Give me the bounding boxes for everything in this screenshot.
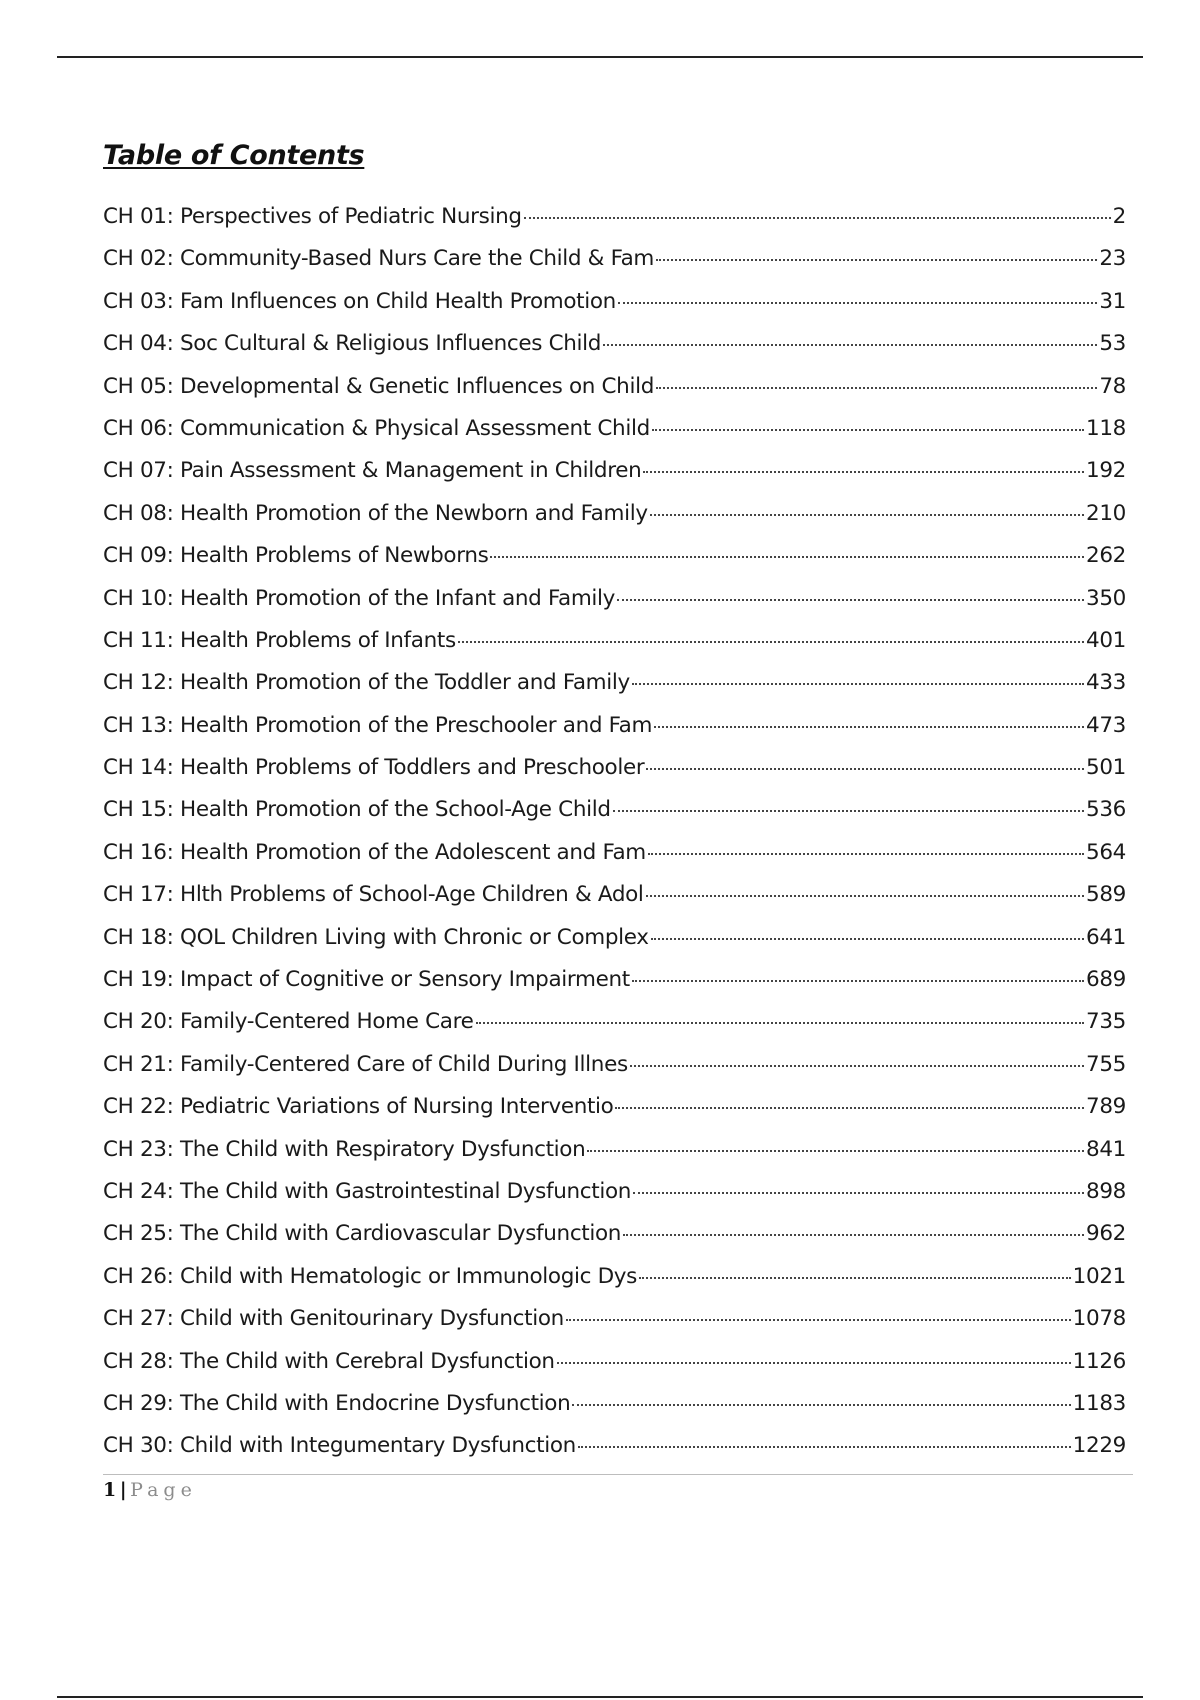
toc-dot-leader <box>566 1319 1071 1321</box>
toc-entry-title: CH 18: QOL Children Living with Chronic or Complex <box>103 924 649 950</box>
toc-entry-page: 841 <box>1086 1136 1126 1162</box>
toc-entry[interactable] <box>103 1349 1126 1391</box>
footer-rule <box>103 1474 1133 1475</box>
toc-dot-leader <box>651 938 1084 940</box>
toc-entry-title: CH 27: Child with Genitourinary Dysfunction <box>103 1306 564 1332</box>
toc-entry[interactable] <box>103 1391 1126 1433</box>
toc-dot-leader <box>632 980 1084 982</box>
toc-entry-page: 1078 <box>1072 1306 1126 1332</box>
toc-entry[interactable] <box>103 967 1126 1009</box>
toc-entry-title: CH 04: Soc Cultural & Religious Influences Child <box>103 331 602 357</box>
toc-entry-page: 210 <box>1086 500 1126 526</box>
toc-entry-page: 433 <box>1086 670 1126 696</box>
toc-entry[interactable] <box>103 1264 1126 1306</box>
toc-dot-leader <box>639 1277 1071 1279</box>
toc-entry-title: CH 09: Health Problems of Newborns <box>103 543 489 569</box>
toc-entry[interactable] <box>103 374 1126 416</box>
toc-title: Table of Contents <box>103 140 365 171</box>
toc-entry-page: 23 <box>1099 246 1126 272</box>
toc-dot-leader <box>632 683 1084 685</box>
toc-list <box>103 204 1126 1476</box>
toc-entry-title: CH 11: Health Problems of Infants <box>103 627 456 653</box>
toc-entry-title: CH 19: Impact of Cognitive or Sensory Impairment <box>103 967 630 993</box>
toc-dot-leader <box>623 1234 1084 1236</box>
toc-entry-title: CH 05: Developmental & Genetic Influences on Child <box>103 373 654 399</box>
toc-entry[interactable] <box>103 458 1126 500</box>
toc-dot-leader <box>572 1404 1070 1406</box>
toc-entry[interactable] <box>103 331 1126 373</box>
toc-dot-leader <box>557 1362 1071 1364</box>
toc-entry-page: 2 <box>1112 204 1126 229</box>
toc-entry-page: 1021 <box>1072 1263 1126 1289</box>
toc-entry[interactable] <box>103 840 1126 882</box>
toc-entry-title: CH 26: Child with Hematologic or Immunologic Dys <box>103 1263 638 1289</box>
toc-dot-leader <box>646 768 1084 770</box>
toc-entry-title: CH 23: The Child with Respiratory Dysfunction <box>103 1136 586 1162</box>
toc-entry-title: CH 20: Family-Centered Home Care <box>103 1009 474 1035</box>
toc-entry-page: 962 <box>1086 1221 1126 1247</box>
toc-entry-page: 473 <box>1086 712 1126 738</box>
toc-dot-leader <box>652 429 1084 431</box>
toc-entry[interactable] <box>103 289 1126 331</box>
toc-entry[interactable] <box>103 755 1126 797</box>
toc-entry[interactable] <box>103 797 1126 839</box>
toc-dot-leader <box>490 556 1084 558</box>
footer-page-word: Page <box>130 1479 197 1501</box>
toc-entry[interactable] <box>103 882 1126 924</box>
toc-entry[interactable] <box>103 1221 1126 1263</box>
toc-dot-leader <box>656 259 1097 261</box>
toc-entry[interactable] <box>103 543 1126 585</box>
toc-entry-title: CH 08: Health Promotion of the Newborn and Family <box>103 500 648 526</box>
toc-entry-title: CH 07: Pain Assessment & Management in Children <box>103 458 642 484</box>
toc-entry-page: 192 <box>1086 458 1126 484</box>
toc-entry[interactable] <box>103 416 1126 458</box>
toc-entry[interactable] <box>103 1137 1126 1179</box>
bottom-rule <box>57 1696 1143 1698</box>
toc-dot-leader <box>603 344 1097 346</box>
toc-entry-title: CH 12: Health Promotion of the Toddler and Family <box>103 670 630 696</box>
toc-entry-title: CH 25: The Child with Cardiovascular Dysfunction <box>103 1221 622 1247</box>
toc-dot-leader <box>646 895 1084 897</box>
toc-entry-title: CH 01: Perspectives of Pediatric Nursing <box>103 204 522 229</box>
footer-separator: | <box>119 1479 129 1501</box>
toc-entry-title: CH 03: Fam Influences on Child Health Promotion <box>103 288 616 314</box>
toc-entry-page: 118 <box>1086 415 1126 441</box>
toc-dot-leader <box>656 387 1097 389</box>
toc-entry[interactable] <box>103 1094 1126 1136</box>
toc-entry-page: 564 <box>1086 839 1126 865</box>
toc-dot-leader <box>578 1446 1071 1448</box>
toc-dot-leader <box>648 853 1084 855</box>
toc-entry-page: 589 <box>1086 882 1126 908</box>
top-rule <box>57 56 1143 58</box>
toc-entry[interactable] <box>103 586 1126 628</box>
toc-entry-title: CH 16: Health Promotion of the Adolescent and Fam <box>103 839 646 865</box>
toc-entry-page: 53 <box>1099 331 1126 357</box>
toc-entry-page: 401 <box>1086 627 1126 653</box>
toc-dot-leader <box>643 471 1084 473</box>
toc-entry-page: 350 <box>1086 585 1126 611</box>
toc-dot-leader <box>617 599 1084 601</box>
toc-entry-page: 1183 <box>1072 1390 1126 1416</box>
toc-entry-title: CH 14: Health Problems of Toddlers and Preschooler <box>103 755 645 781</box>
toc-entry[interactable] <box>103 246 1126 288</box>
footer-page-number: 1 <box>103 1479 118 1501</box>
toc-entry-title: CH 29: The Child with Endocrine Dysfunction <box>103 1390 571 1416</box>
toc-entry[interactable] <box>103 204 1126 246</box>
toc-entry-title: CH 24: The Child with Gastrointestinal Dysfunction <box>103 1178 632 1204</box>
toc-entry-page: 501 <box>1086 755 1126 781</box>
toc-entry-page: 641 <box>1086 924 1126 950</box>
toc-entry-title: CH 22: Pediatric Variations of Nursing Interventio <box>103 1094 614 1120</box>
toc-entry-page: 536 <box>1086 797 1126 823</box>
toc-dot-leader <box>618 302 1097 304</box>
toc-entry[interactable] <box>103 501 1126 543</box>
toc-dot-leader <box>654 726 1084 728</box>
toc-entry-page: 898 <box>1086 1178 1126 1204</box>
toc-dot-leader <box>615 1107 1084 1109</box>
toc-dot-leader <box>613 810 1084 812</box>
toc-dot-leader <box>630 1065 1084 1067</box>
toc-dot-leader <box>650 514 1084 516</box>
toc-entry-page: 689 <box>1086 967 1126 993</box>
toc-entry-title: CH 02: Community-Based Nurs Care the Child & Fam <box>103 246 655 272</box>
toc-entry-title: CH 17: Hlth Problems of School-Age Children & Adol <box>103 882 644 908</box>
toc-entry-title: CH 06: Communication & Physical Assessment Child <box>103 415 650 441</box>
toc-entry-page: 735 <box>1086 1009 1126 1035</box>
toc-entry-page: 78 <box>1099 373 1126 399</box>
toc-dot-leader <box>587 1150 1084 1152</box>
toc-entry-page: 262 <box>1086 543 1126 569</box>
toc-entry-title: CH 21: Family-Centered Care of Child During Illnes <box>103 1051 628 1077</box>
toc-entry-title: CH 30: Child with Integumentary Dysfunction <box>103 1433 576 1459</box>
toc-entry[interactable] <box>103 1433 1126 1475</box>
toc-entry[interactable] <box>103 1179 1126 1221</box>
toc-dot-leader <box>458 641 1084 643</box>
toc-entry[interactable] <box>103 670 1126 712</box>
toc-entry-title: CH 13: Health Promotion of the Preschooler and Fam <box>103 712 653 738</box>
toc-entry-title: CH 15: Health Promotion of the School-Age Child <box>103 797 611 823</box>
toc-entry[interactable] <box>103 628 1126 670</box>
toc-entry[interactable] <box>103 713 1126 755</box>
toc-entry-title: CH 10: Health Promotion of the Infant and Family <box>103 585 616 611</box>
toc-entry-page: 1229 <box>1072 1433 1126 1459</box>
toc-entry-page: 755 <box>1086 1051 1126 1077</box>
toc-entry[interactable] <box>103 1306 1126 1348</box>
toc-dot-leader <box>524 217 1111 219</box>
toc-entry-page: 31 <box>1099 288 1126 314</box>
toc-entry-page: 1126 <box>1072 1348 1126 1374</box>
toc-entry-title: CH 28: The Child with Cerebral Dysfunction <box>103 1348 555 1374</box>
toc-entry-page: 789 <box>1086 1094 1126 1120</box>
toc-entry[interactable] <box>103 1009 1126 1051</box>
toc-entry[interactable] <box>103 1052 1126 1094</box>
toc-dot-leader <box>476 1022 1084 1024</box>
toc-dot-leader <box>633 1192 1084 1194</box>
toc-entry[interactable] <box>103 925 1126 967</box>
page-footer <box>103 1479 197 1501</box>
